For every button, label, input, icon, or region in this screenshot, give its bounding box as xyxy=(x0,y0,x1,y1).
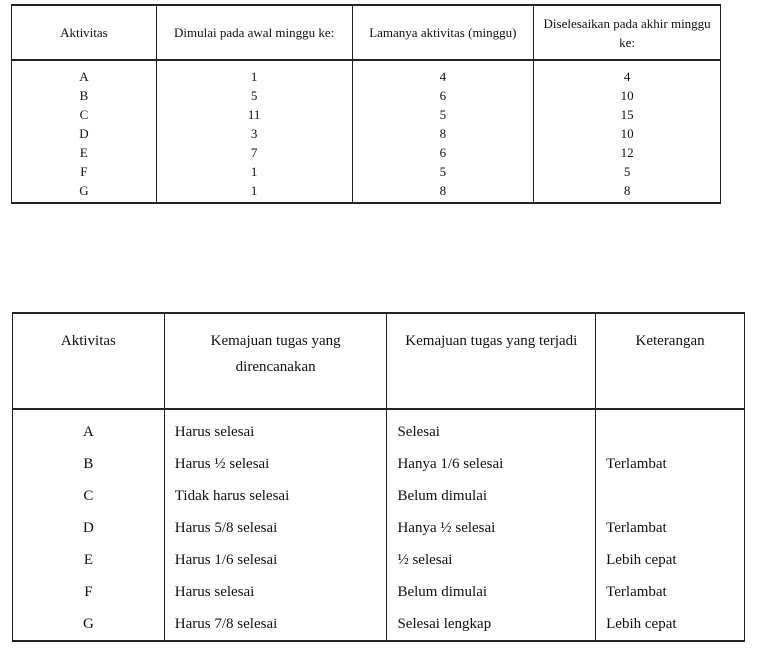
table-cell: B xyxy=(13,448,165,480)
table-cell: A xyxy=(13,409,165,448)
table-cell: 5 xyxy=(352,162,534,181)
table-cell: Selesai lengkap xyxy=(387,608,596,641)
header-end-week: Diselesaikan pada akhir minggu ke: xyxy=(534,5,721,60)
table-cell: 8 xyxy=(534,181,721,203)
table-cell: 5 xyxy=(534,162,721,181)
table-cell: G xyxy=(13,608,165,641)
table-cell: G xyxy=(12,181,157,203)
table-cell: Harus 5/8 selesai xyxy=(164,512,387,544)
table-cell: C xyxy=(13,480,165,512)
table-cell: F xyxy=(12,162,157,181)
table-cell: 10 xyxy=(534,86,721,105)
header-aktivitas: Aktivitas xyxy=(12,5,157,60)
table-header-row xyxy=(13,313,745,409)
progress-evaluation-table xyxy=(12,312,745,642)
table-row xyxy=(12,143,721,162)
table-row xyxy=(13,480,745,512)
table-cell: A xyxy=(12,60,157,86)
table-cell: E xyxy=(12,143,157,162)
header-start-week: Dimulai pada awal minggu ke: xyxy=(156,5,352,60)
table-cell: F xyxy=(13,576,165,608)
table-cell: Terlambat xyxy=(596,576,745,608)
table-row xyxy=(12,162,721,181)
header-duration: Lamanya aktivitas (minggu) xyxy=(352,5,534,60)
table-cell: Selesai xyxy=(387,409,596,448)
table-header-row xyxy=(12,5,721,60)
table-cell: 3 xyxy=(156,124,352,143)
table-cell: 1 xyxy=(156,162,352,181)
table-cell: 4 xyxy=(534,60,721,86)
table-cell: D xyxy=(12,124,157,143)
table-cell xyxy=(596,409,745,448)
table-row xyxy=(13,448,745,480)
table-cell: Harus selesai xyxy=(164,409,387,448)
table-cell: 1 xyxy=(156,60,352,86)
table-row xyxy=(13,512,745,544)
table-cell: Harus 1/6 selesai xyxy=(164,544,387,576)
table-cell xyxy=(596,480,745,512)
header-keterangan: Keterangan xyxy=(596,313,745,409)
table-cell: 6 xyxy=(352,143,534,162)
table-cell: Belum dimulai xyxy=(387,576,596,608)
header-actual-progress: Kemajuan tugas yang terjadi xyxy=(387,313,596,409)
header-planned-progress: Kemajuan tugas yang direncanakan xyxy=(164,313,387,409)
table-cell: 7 xyxy=(156,143,352,162)
table-cell: Terlambat xyxy=(596,512,745,544)
table-row xyxy=(13,544,745,576)
table-cell: Harus 7/8 selesai xyxy=(164,608,387,641)
table-cell: 1 xyxy=(156,181,352,203)
header-aktivitas: Aktivitas xyxy=(13,313,165,409)
table-row xyxy=(12,181,721,203)
table-cell: 11 xyxy=(156,105,352,124)
table-cell: Tidak harus selesai xyxy=(164,480,387,512)
table-cell: Belum dimulai xyxy=(387,480,596,512)
table-cell: Hanya ½ selesai xyxy=(387,512,596,544)
table-cell: 10 xyxy=(534,124,721,143)
table-cell: Lebih cepat xyxy=(596,544,745,576)
table-cell: Harus selesai xyxy=(164,576,387,608)
table-cell: B xyxy=(12,86,157,105)
table-cell: 8 xyxy=(352,181,534,203)
table-cell: 4 xyxy=(352,60,534,86)
table-row xyxy=(12,86,721,105)
table-row xyxy=(12,60,721,86)
table-cell: 8 xyxy=(352,124,534,143)
table-cell: C xyxy=(12,105,157,124)
table-cell: Hanya 1/6 selesai xyxy=(387,448,596,480)
table-cell: 15 xyxy=(534,105,721,124)
table-cell: 5 xyxy=(352,105,534,124)
table-cell: ½ selesai xyxy=(387,544,596,576)
table-cell: D xyxy=(13,512,165,544)
table-row xyxy=(12,105,721,124)
table-cell: 5 xyxy=(156,86,352,105)
table-row xyxy=(13,608,745,641)
table-cell: Lebih cepat xyxy=(596,608,745,641)
table-row xyxy=(13,409,745,448)
table-row xyxy=(12,124,721,143)
table-row xyxy=(13,576,745,608)
activity-schedule-table xyxy=(11,4,721,204)
table-cell: Terlambat xyxy=(596,448,745,480)
table-cell: E xyxy=(13,544,165,576)
table-cell: Harus ½ selesai xyxy=(164,448,387,480)
table-cell: 6 xyxy=(352,86,534,105)
table-cell: 12 xyxy=(534,143,721,162)
